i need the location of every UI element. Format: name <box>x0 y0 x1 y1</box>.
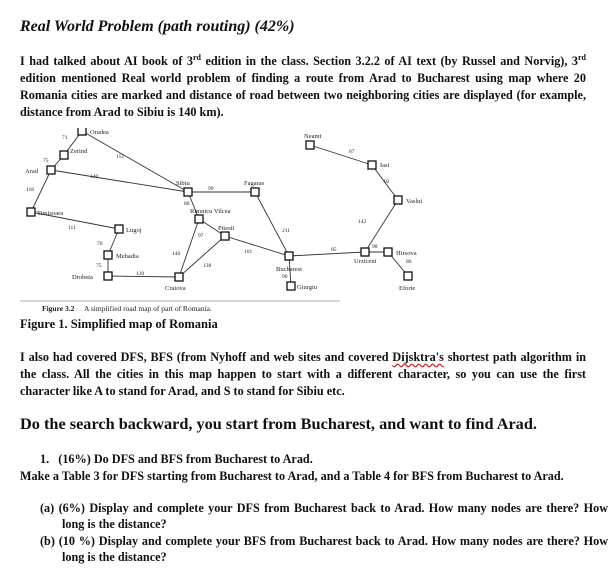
label-giurgiu: Giurgiu <box>297 284 318 291</box>
dist-timisoara-lugoj: 111 <box>68 225 76 231</box>
label-urziceni: Urziceni <box>354 258 377 265</box>
label-zerind: Zerind <box>70 148 88 155</box>
label-rimnicu-vilcea: Rimnicu Vilcea <box>190 208 231 215</box>
dist-hirsova-eforie: 86 <box>406 259 412 265</box>
node-fagaras <box>251 188 259 196</box>
section-heading: Do the search backward, you start from Bucharest, and want to find Arad. <box>20 414 537 433</box>
dist-sibiu-fagaras: 99 <box>208 186 214 192</box>
dist-zerind-arad: 75 <box>43 158 49 164</box>
dijkstra-word: Dijsktra's <box>392 350 444 364</box>
dist-arad-timisoara: 118 <box>26 187 35 193</box>
label-oradea: Oradea <box>90 129 109 136</box>
question-1: 1. (16%) Do DFS and BFS from Bucharest to Arad. <box>40 452 313 466</box>
node-iasi <box>368 161 376 169</box>
dist-sibiu-rimnicu: 80 <box>184 201 190 207</box>
label-iasi: Iasi <box>380 162 390 169</box>
node-neamt <box>306 141 314 149</box>
node-arad <box>47 166 55 174</box>
question-1a: (a) (6%) Display and complete your DFS from Bucharest back to Arad. How many nodes are there? How long is the distance? <box>40 501 608 531</box>
node-urziceni <box>361 248 369 256</box>
label-arad: Arad <box>25 168 38 175</box>
node-craiova <box>175 273 183 281</box>
label-drobeta: Drobeta <box>72 274 93 281</box>
label-hirsova: Hirsova <box>396 250 417 257</box>
dist-oradea-sibiu: 151 <box>116 154 125 160</box>
label-sibiu: Sibiu <box>176 180 190 187</box>
figure-number: Figure 3.2 <box>42 304 75 313</box>
node-giurgiu <box>287 282 295 290</box>
dist-lugoj-mehadia: 70 <box>97 241 103 247</box>
node-lugoj <box>115 225 123 233</box>
dist-mehadia-drobeta: 75 <box>96 263 102 269</box>
dist-iasi-neamt: 87 <box>349 149 355 155</box>
dist-pitesti-bucharest: 101 <box>244 249 253 255</box>
figure-caption: A simplified road map of part of Romania. <box>84 304 212 313</box>
label-eforie: Eforie <box>399 285 416 292</box>
dist-bucharest-urziceni: 85 <box>331 247 337 253</box>
node-rimnicu <box>195 215 203 223</box>
label-vaslui: Vaslui <box>406 198 423 205</box>
node-bucharest <box>285 252 293 260</box>
label-bucharest: Bucharest <box>276 266 302 273</box>
node-drobeta <box>104 272 112 280</box>
node-sibiu <box>184 188 192 196</box>
label-mehadia: Mehadia <box>116 253 139 260</box>
dist-oradea-zerind: 71 <box>62 135 68 141</box>
node-timisoara <box>27 208 35 216</box>
node-vaslui <box>394 196 402 204</box>
dist-rimnicu-craiova: 146 <box>172 251 181 257</box>
dist-fagaras-bucharest: 211 <box>282 228 291 234</box>
label-timisoara: Timisoara <box>37 210 64 217</box>
dist-arad-sibiu: 140 <box>90 174 99 180</box>
dist-rimnicu-pitesti: 97 <box>198 233 204 239</box>
methods-paragraph: I also had covered DFS, BFS (from Nyhoff and web sites and covered Dijsktra's shortest path algorithm in the class. All the cities in this map happen to start with a different character, so you can use the first character like A to stand for Arad, and S to stand for Sibiu etc. <box>20 350 586 398</box>
label-fagaras: Fagaras <box>244 180 265 187</box>
city-labels <box>25 129 422 292</box>
label-neamt: Neamt <box>304 133 322 140</box>
node-oradea <box>78 128 86 135</box>
page-title: Real World Problem (path routing) (42%) <box>20 18 295 35</box>
node-zerind <box>60 151 68 159</box>
dist-bucharest-giurgiu: 90 <box>282 274 288 280</box>
dist-urziceni-vaslui: 142 <box>358 219 367 225</box>
dist-pitesti-craiova: 138 <box>203 263 212 269</box>
figure-label: Figure 1. Simplified map of Romania <box>20 317 218 331</box>
dist-vaslui-iasi: 92 <box>384 179 390 185</box>
question-1-description: Make a Table 3 for DFS starting from Bucharest to Arad, and a Table 4 for BFS from Bucharest to Arad. <box>20 469 564 483</box>
dist-drobeta-craiova: 120 <box>136 271 145 277</box>
node-hirsova <box>384 248 392 256</box>
romania-map <box>20 128 586 318</box>
dist-urziceni-hirsova: 98 <box>372 244 378 250</box>
node-eforie <box>404 272 412 280</box>
question-1b: (b) (10 %) Display and complete your BFS from Bucharest back to Arad. How many nodes are there? How long is the distance? <box>40 534 608 564</box>
label-craiova: Craiova <box>165 285 186 292</box>
node-mehadia <box>104 251 112 259</box>
node-pitesti <box>221 232 229 240</box>
label-pitesti: Pitesti <box>218 225 235 232</box>
intro-paragraph: I had talked about AI book of 3rd edition in the class. Section 3.2.2 of AI text (by Russel and Norvig), 3rd edition mentioned Real world problem of finding a route from Arad to Bucharest using map where 20 Romania cities are marked and distance of road between two neighboring cities are displayed (for example, distance from Arad to Sibiu is 140 km). <box>20 52 586 119</box>
label-lugoj: Lugoj <box>126 227 142 234</box>
